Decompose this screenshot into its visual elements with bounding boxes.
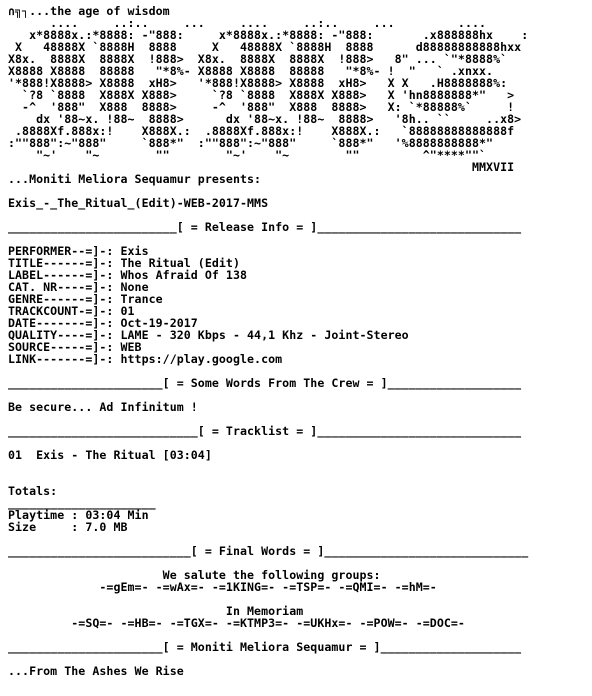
nfo-line: .... ..:.. ... .... ..:.. ... .... — [8, 16, 508, 30]
nfo-line: Totals: — [8, 484, 58, 498]
nfo-line: X 48888X `8888H 8888 X 48888X `8888H 8888 d88888888888hxx — [8, 40, 522, 54]
nfo-line: dx '88~x. !88~ 8888> dx '88~x. !88~ 8888> '8h.. `` ..x8> — [8, 112, 522, 126]
nfo-line: We salute the following groups: — [8, 568, 381, 582]
nfo-line: TRACKCOUNT-=]-: 01 — [8, 304, 135, 318]
nfo-line: X8x. 8888X 8888X !888> X8x. 8888X 8888X !888> 8" ... `"*8888%` — [8, 52, 508, 66]
nfo-line: LABEL------=]-: Whos Afraid Of 138 — [8, 268, 248, 282]
nfo-line: `?8 `8888 X888X X888> `?8 `8888 X888X X888> X 'hn8888888*" > — [8, 88, 515, 102]
nfo-line: ...From The Ashes We Rise — [8, 664, 184, 678]
nfo-line: TITLE------=]-: The Ritual (Edit) — [8, 256, 240, 270]
nfo-line: LINK-------=]-: https://play.google.com — [8, 352, 283, 366]
nfo-line: X8888 X8888 88888 "*8%- X8888 X8888 88888 "*8%- ! " ` .xnxx. — [8, 64, 494, 78]
nfo-line: In Memoriam — [8, 604, 304, 618]
nfo-line: '*888!X8888> X8888 xH8> '*888!X8888> X8888 xH8> X X .H8888888%: — [8, 76, 508, 90]
nfo-line: "~' "~ "" "~' "~ "" ^"****""` — [8, 148, 487, 162]
nfo-line: QUALITY----=]-: LAME - 320 Kbps - 44,1 Khz - Joint-Stereo — [8, 328, 409, 342]
nfo-line: _____________________ — [8, 496, 156, 510]
nfo-line: ∩╗┐...the age of wisdom — [8, 4, 170, 18]
nfo-line: -^ '888" X888 8888> -^ '888" X888 8888> X: `*88888%` ! — [8, 100, 515, 114]
nfo-line: GENRE------=]-: Trance — [8, 292, 163, 306]
nfo-line: ___________________________[ = Tracklist = ]_____________________________ — [8, 424, 522, 438]
nfo-line: ________________________[ = Release Info = ]_____________________________ — [8, 220, 522, 234]
nfo-line: Playtime : 03:04 Min — [8, 508, 149, 522]
nfo-line: 01 Exis - The Ritual [03:04] — [8, 448, 212, 462]
nfo-line: ______________________[ = Some Words From The Crew = ]___________________ — [8, 376, 522, 390]
nfo-line: Exis_-_The_Ritual_(Edit)-WEB-2017-MMS — [8, 196, 269, 210]
nfo-line: :""888":~"888" `888*" :""888":~"888" `888*" '%8888888888*" — [8, 136, 494, 150]
nfo-line: Be secure... Ad Infinitum ! — [8, 400, 198, 414]
nfo-line: __________________________[ = Final Words = ]_____________________________ — [8, 544, 529, 558]
nfo-line: ...Moniti Meliora Sequamur presents: — [8, 172, 262, 186]
nfo-line: ______________________[ = Moniti Meliora Sequamur = ]____________________ — [8, 640, 522, 654]
nfo-line: Size : 7.0 MB — [8, 520, 128, 534]
nfo-line: PERFORMER--=]-: Exis — [8, 244, 149, 258]
nfo-line: CAT. NR----=]-: None — [8, 280, 149, 294]
nfo-text — [8, 5, 528, 677]
nfo-line: x*8888x.:*8888: -"888: x*8888x.:*8888: -"888: .x888888hx : — [8, 28, 529, 42]
nfo-line: MMXVII — [8, 160, 515, 174]
nfo-line: -=SQ=- -=HB=- -=TGX=- -=KTMP3=- -=UKHx=- -=POW=- -=DOC=- — [8, 616, 465, 630]
nfo-line: DATE-------=]-: Oct-19-2017 — [8, 316, 198, 330]
nfo-line: SOURCE-----=]-: WEB — [8, 340, 142, 354]
nfo-line: .8888Xf.888x:! X888X.: .8888Xf.888x:! X888X.: `88888888888888f — [8, 124, 515, 138]
nfo-line: -=gEm=- -=wAx=- -=1KING=- -=TSP=- -=QMI=- -=hM=- — [8, 580, 437, 594]
